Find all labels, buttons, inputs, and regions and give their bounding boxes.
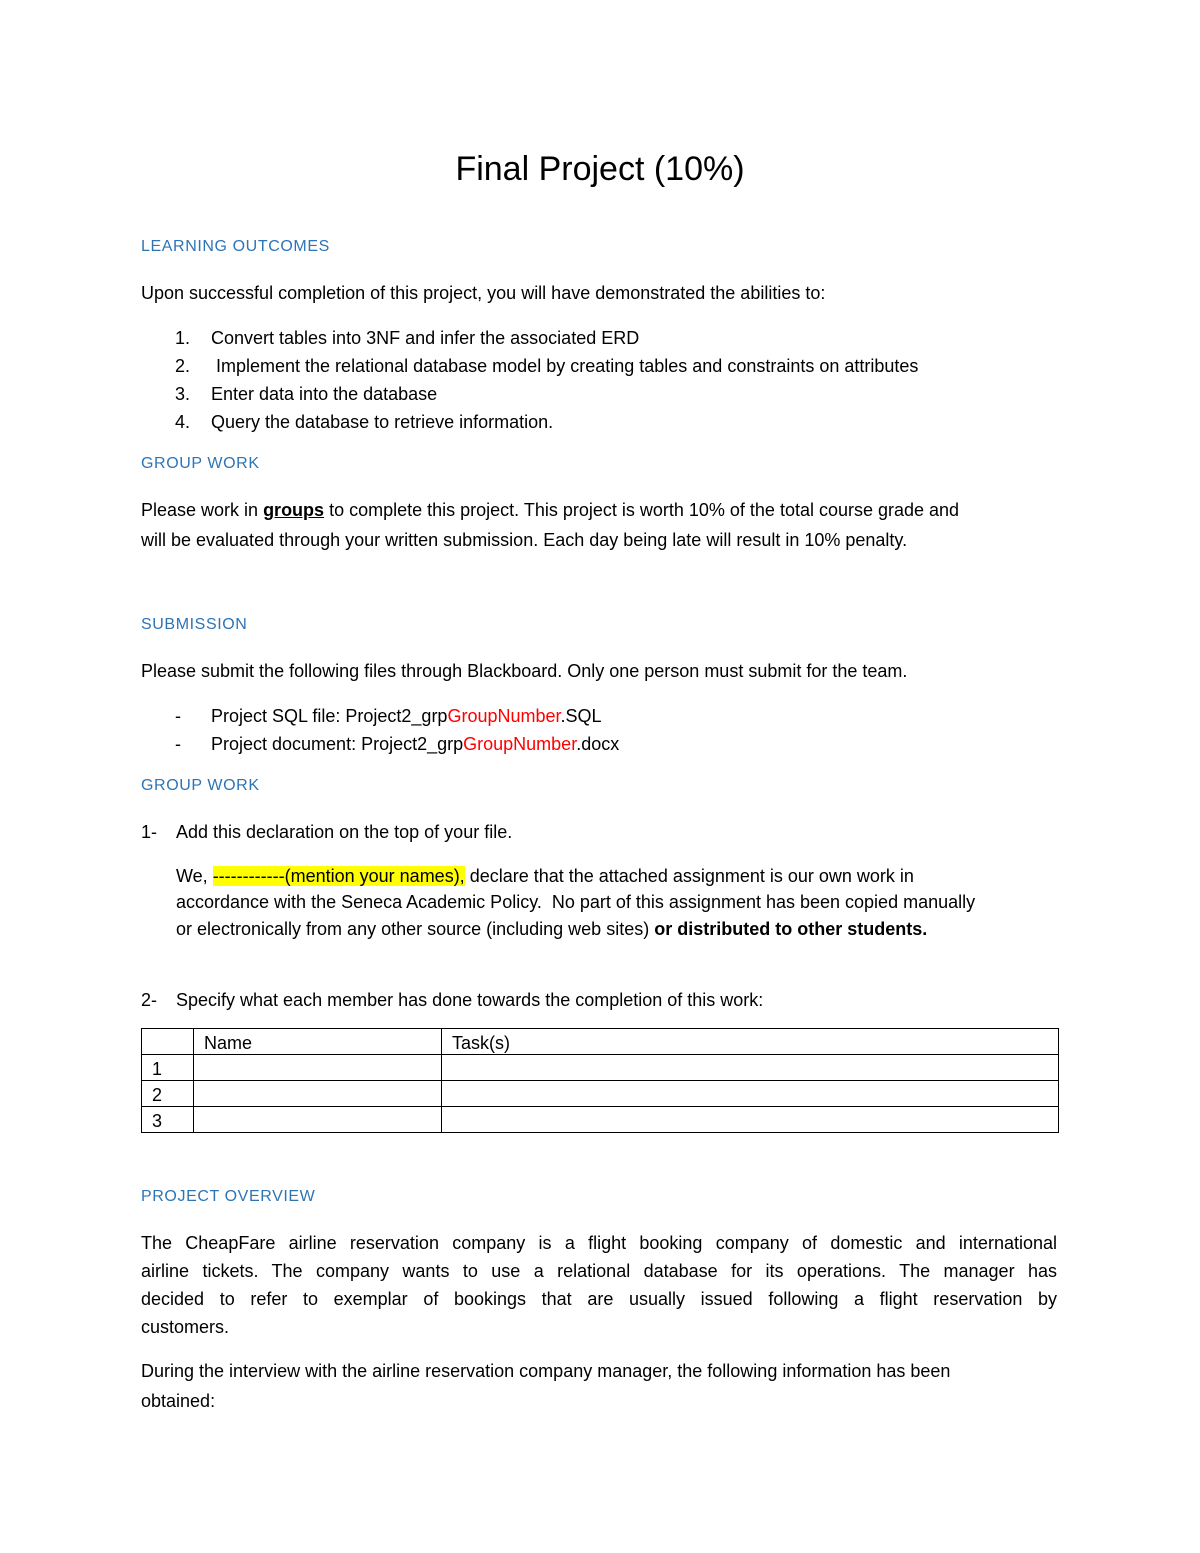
group-work-2-heading: GROUP WORK <box>141 777 260 794</box>
overview-para2-line1: During the interview with the airline reservation company manager, the following information has been <box>141 1361 951 1381</box>
table-header-cell: Task(s) <box>442 1029 1059 1055</box>
page-title: Final Project (10%) <box>455 150 745 188</box>
bullet-dash: - <box>175 734 181 754</box>
submission-intro: Please submit the following files through Blackboard. Only one person must submit for the team. <box>141 661 908 681</box>
names-placeholder: ------------(mention your names), <box>212 866 465 886</box>
list-item-number: 2. <box>175 356 191 376</box>
list-item: Convert tables into 3NF and infer the associated ERD <box>211 328 640 348</box>
table-row <box>142 1055 1059 1081</box>
overview-para1-line4: customers. <box>141 1317 230 1337</box>
step-number: 2- <box>141 990 158 1010</box>
project-overview-heading: PROJECT OVERVIEW <box>141 1188 316 1205</box>
file-item-docx: Project document: Project2_grpGroupNumber.docx <box>211 734 620 754</box>
learning-intro: Upon successful completion of this project, you will have demonstrated the abilities to: <box>141 283 826 303</box>
table-header-cell <box>142 1029 194 1055</box>
table-cell: 1 <box>142 1055 194 1081</box>
step-text: Add this declaration on the top of your file. <box>176 822 513 842</box>
bullet-dash: - <box>175 706 181 726</box>
group-work-heading: GROUP WORK <box>141 455 260 472</box>
list-item-number: 3. <box>175 384 191 404</box>
overview-para1-line2: airline tickets. The company wants to use a relational database for its operations. The manager has <box>141 1261 1057 1281</box>
table-header-cell: Name <box>194 1029 442 1055</box>
table-cell <box>194 1055 442 1081</box>
table-cell <box>194 1081 442 1107</box>
overview-para1-line3: decided to refer to exemplar of bookings that are usually issued following a flight reservation by <box>141 1289 1057 1309</box>
table-cell <box>442 1055 1059 1081</box>
table-cell <box>442 1081 1059 1107</box>
overview-para1-line1: The CheapFare airline reservation company is a flight booking company of domestic and international <box>141 1233 1057 1253</box>
table-cell: 2 <box>142 1081 194 1107</box>
list-item: Enter data into the database <box>211 384 438 404</box>
table-cell: 3 <box>142 1107 194 1133</box>
table-row <box>142 1081 1059 1107</box>
submission-heading: SUBMISSION <box>141 616 248 633</box>
step-number: 1- <box>141 822 158 842</box>
groups-emphasis: groups <box>263 500 325 520</box>
declaration-line2: accordance with the Seneca Academic Policy. No part of this assignment has been copied manually <box>176 892 976 912</box>
list-item-number: 4. <box>175 412 191 432</box>
table-cell <box>442 1107 1059 1133</box>
list-item: Implement the relational database model by creating tables and constraints on attributes <box>211 356 919 376</box>
declaration-line3: or electronically from any other source (including web sites) or distributed to other students. <box>176 919 928 939</box>
member-tasks-table <box>141 1028 1059 1133</box>
declaration-line1: We, ------------(mention your names), declare that the attached assignment is our own work in <box>176 866 914 886</box>
group-work-paragraph-line2: will be evaluated through your written submission. Each day being late will result in 10% penalty. <box>141 530 908 550</box>
list-item-number: 1. <box>175 328 191 348</box>
list-item: Query the database to retrieve information. <box>211 412 554 432</box>
step-text: Specify what each member has done towards the completion of this work: <box>176 990 764 1010</box>
table-cell <box>194 1107 442 1133</box>
table-header-row <box>142 1029 1059 1055</box>
overview-para2-line2: obtained: <box>141 1391 216 1411</box>
group-work-paragraph-line1: Please work in groups to complete this project. This project is worth 10% of the total course grade and <box>141 500 960 520</box>
learning-outcomes-heading: LEARNING OUTCOMES <box>141 238 330 255</box>
table-row <box>142 1107 1059 1133</box>
file-item-sql: Project SQL file: Project2_grpGroupNumber.SQL <box>211 706 602 726</box>
